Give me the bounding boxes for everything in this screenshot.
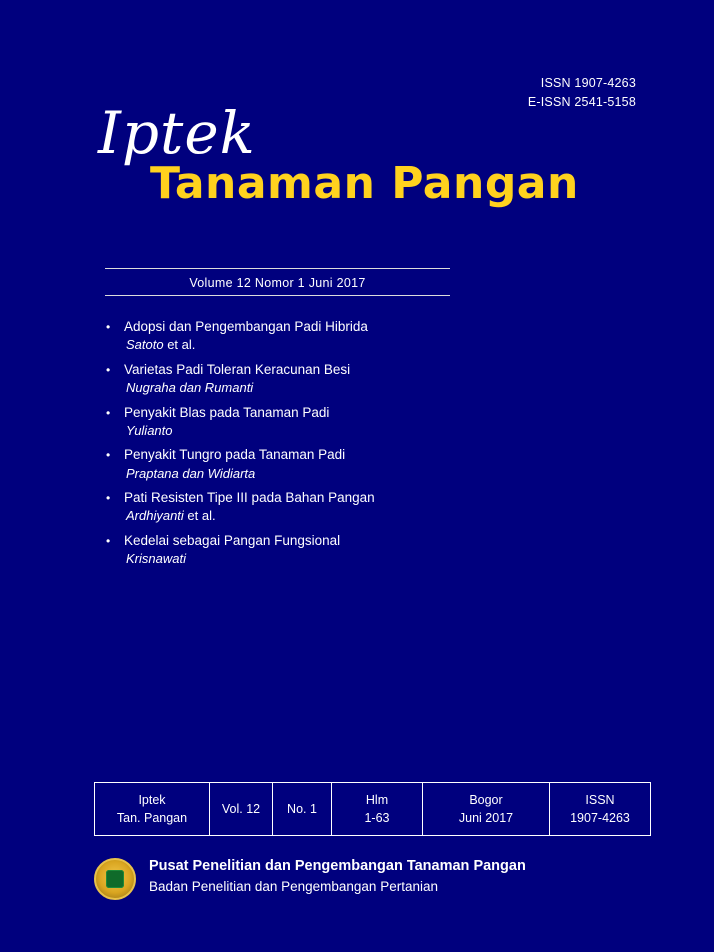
article-title: Penyakit Tungro pada Tanaman Padi [124, 447, 346, 463]
table-cell-issn [550, 783, 651, 836]
list-item [102, 532, 522, 568]
article-author [124, 507, 522, 525]
cell-line-1: Bogor [469, 793, 503, 807]
article-author [124, 336, 522, 354]
list-item [102, 318, 522, 354]
table-cell-number [273, 783, 332, 836]
list-item [102, 446, 522, 482]
publisher-block [94, 856, 654, 900]
table-row [95, 783, 651, 836]
article-author [124, 465, 522, 483]
article-author [124, 379, 522, 397]
cell-line-1: ISSN [585, 793, 615, 807]
author-name: Satoto [126, 337, 164, 353]
bullet-icon: • [106, 533, 111, 548]
journal-title-secondary: Tanaman Pangan [150, 158, 579, 209]
author-suffix: et al. [163, 337, 196, 353]
issn-electronic: E-ISSN 2541-5158 [527, 95, 636, 110]
table-of-contents [102, 318, 522, 575]
cell-line-2: Juni 2017 [458, 811, 514, 826]
cell-line-2: 1-63 [364, 811, 390, 826]
volume-banner [105, 268, 450, 296]
list-item [102, 361, 522, 397]
bullet-icon: • [106, 362, 111, 377]
publisher-text [149, 856, 526, 897]
table-cell-journal [95, 783, 210, 836]
list-item [102, 404, 522, 440]
author-name: Yulianto [126, 422, 173, 438]
bullet-icon: • [106, 448, 111, 463]
cell-line-1: Hlm [365, 793, 389, 807]
volume-text: Volume 12 Nomor 1 Juni 2017 [189, 276, 366, 290]
article-title: Pati Resisten Tipe III pada Bahan Pangan [124, 490, 375, 506]
table-cell-place-date [423, 783, 550, 836]
journal-title-primary: Iptek [98, 99, 256, 167]
cell-line-1: No. 1 [287, 802, 317, 817]
agency-seal-icon [94, 858, 136, 900]
list-item [102, 489, 522, 525]
article-author [124, 550, 522, 568]
author-name: Nugraha dan Rumanti [126, 379, 254, 395]
citation-footer-table [94, 782, 651, 836]
issn-block [528, 74, 636, 113]
article-title: Kedelai sebagai Pangan Fungsional [124, 532, 341, 548]
cell-line-2: 1907-4263 [570, 811, 630, 826]
divider-bottom [105, 295, 450, 296]
table-cell-pages [332, 783, 423, 836]
author-name: Ardhiyanti [126, 508, 184, 524]
article-title: Penyakit Blas pada Tanaman Padi [124, 404, 330, 420]
table-cell-volume [210, 783, 273, 836]
article-title: Varietas Padi Toleran Keracunan Besi [124, 361, 351, 377]
bullet-icon: • [106, 320, 111, 334]
publisher-name: Pusat Penelitian dan Pengembangan Tanaman Pangan [149, 858, 526, 874]
publisher-parent-agency: Badan Penelitian dan Pengembangan Pertanian [149, 879, 438, 895]
article-author [124, 422, 522, 440]
article-title: Adopsi dan Pengembangan Padi Hibrida [124, 319, 368, 334]
author-suffix: et al. [183, 508, 216, 524]
bullet-icon: • [106, 491, 111, 506]
bullet-icon: • [106, 405, 111, 420]
cell-line-2: Tan. Pangan [116, 811, 188, 826]
author-name: Praptana dan Widiarta [126, 465, 256, 481]
author-name: Krisnawati [126, 551, 186, 567]
issn-print: ISSN 1907-4263 [540, 76, 636, 90]
cell-line-1: Iptek [138, 793, 166, 807]
cell-line-1: Vol. 12 [221, 802, 261, 817]
